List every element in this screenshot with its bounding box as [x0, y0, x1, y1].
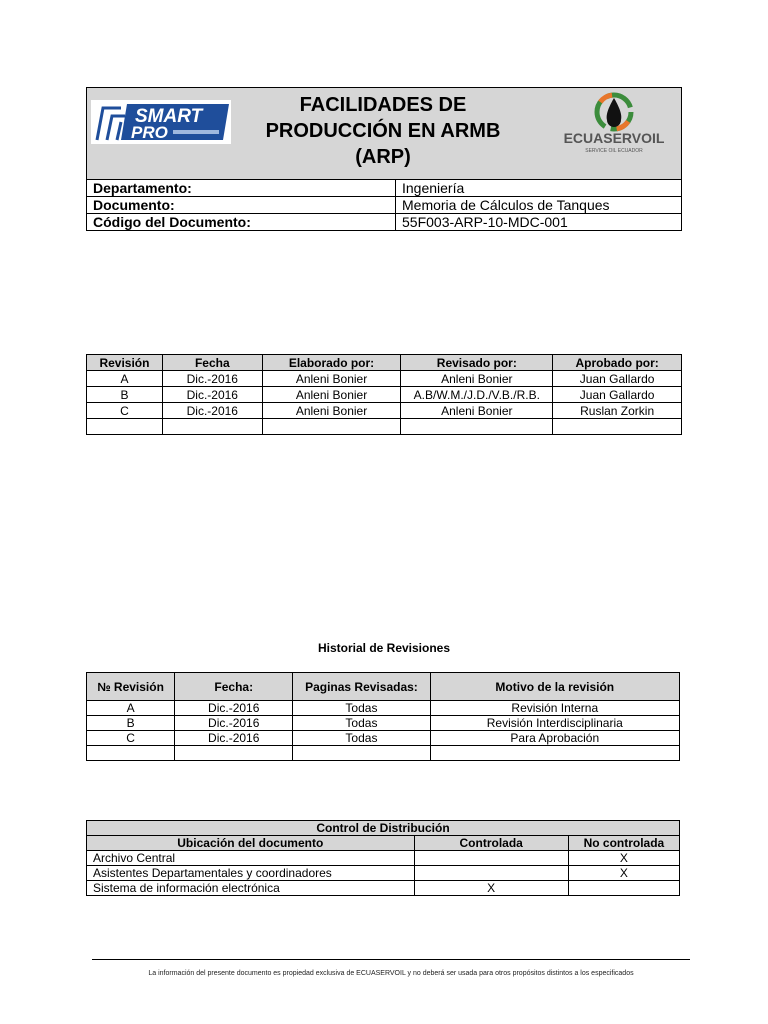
table-row: [87, 746, 680, 761]
document-title: FACILIDADES DE PRODUCCIÓN EN ARMB (ARP): [265, 94, 501, 168]
table-cell: [175, 746, 293, 761]
table-cell: B: [87, 716, 175, 731]
table-cell: [87, 746, 175, 761]
info-value: 55F003-ARP-10-MDC-001: [396, 214, 682, 231]
table-cell: Revisión Interdisciplinaria: [430, 716, 679, 731]
table-cell: [568, 881, 679, 896]
table-cell: Anleni Bonier: [262, 371, 401, 387]
approval-header-cell: Revisión: [87, 355, 163, 371]
history-header-cell: Paginas Revisadas:: [293, 673, 430, 701]
table-row: [87, 716, 680, 731]
table-cell: A: [87, 701, 175, 716]
table-cell: Todas: [293, 701, 430, 716]
table-row: [87, 403, 682, 419]
table-cell: [293, 746, 430, 761]
distribution-header-cell: Controlada: [414, 836, 568, 851]
table-cell: A: [87, 371, 163, 387]
ecuaservoil-logo: [555, 92, 673, 156]
info-label: Código del Documento:: [87, 214, 396, 231]
info-row: [87, 197, 681, 214]
table-cell: Anleni Bonier: [401, 371, 553, 387]
table-row: [87, 387, 682, 403]
table-cell: Revisión Interna: [430, 701, 679, 716]
history-header-cell: Fecha:: [175, 673, 293, 701]
revision-history-table: [86, 672, 680, 761]
table-row: [87, 371, 682, 387]
approval-header-row: [87, 355, 682, 371]
table-cell: Anleni Bonier: [262, 403, 401, 419]
table-cell: Dic.-2016: [175, 701, 293, 716]
table-cell: Anleni Bonier: [262, 387, 401, 403]
table-row: [87, 731, 680, 746]
info-value: Ingeniería: [396, 180, 682, 197]
table-cell: C: [87, 403, 163, 419]
table-cell: Archivo Central: [87, 851, 415, 866]
distribution-header-row: [87, 836, 680, 851]
history-header-cell: Motivo de la revisión: [430, 673, 679, 701]
distribution-header-cell: No controlada: [568, 836, 679, 851]
info-label: Documento:: [87, 197, 396, 214]
ecuaservoil-logo-text: ECUASERVOIL: [563, 130, 665, 146]
table-cell: Anleni Bonier: [401, 403, 553, 419]
table-cell: Para Aprobación: [430, 731, 679, 746]
footer-divider: [92, 959, 690, 960]
approval-header-cell: Revisado por:: [401, 355, 553, 371]
smartpro-logo: [91, 100, 231, 144]
table-cell: A.B/W.M./J.D./V.B./R.B.: [401, 387, 553, 403]
footer-disclaimer: La información del presente documento es propiedad exclusiva de ECUASERVOIL y no deberá ser usada para otros propósitos distintos a los especificados: [148, 970, 634, 977]
approval-table: [86, 354, 682, 435]
table-cell: [262, 419, 401, 435]
document-header: [86, 87, 682, 231]
history-title: Historial de Revisiones: [317, 641, 451, 655]
approval-header-cell: Fecha: [162, 355, 262, 371]
table-cell: Sistema de información electrónica: [87, 881, 415, 896]
smartpro-logo-text-smart: SMART: [135, 106, 203, 127]
document-info-table: [87, 180, 681, 230]
approval-header-cell: Aprobado por:: [553, 355, 682, 371]
table-cell: Todas: [293, 716, 430, 731]
table-row: [87, 419, 682, 435]
ecuaservoil-logo-subtext: SERVICE OIL ECUADOR: [585, 148, 643, 154]
table-cell: [87, 419, 163, 435]
table-cell: [430, 746, 679, 761]
history-header-row: [87, 673, 680, 701]
table-cell: Dic.-2016: [175, 716, 293, 731]
table-cell: [401, 419, 553, 435]
info-value: Memoria de Cálculos de Tanques: [396, 197, 682, 214]
table-cell: Ruslan Zorkin: [553, 403, 682, 419]
smartpro-logo-text-pro: PRO: [131, 123, 168, 142]
info-label: Departamento:: [87, 180, 396, 197]
table-cell: [162, 419, 262, 435]
info-row: [87, 214, 681, 231]
table-cell: Juan Gallardo: [553, 387, 682, 403]
table-row: [87, 701, 680, 716]
distribution-title-row: [87, 821, 680, 836]
table-cell: Todas: [293, 731, 430, 746]
table-cell: [414, 866, 568, 881]
table-cell: C: [87, 731, 175, 746]
table-cell: Dic.-2016: [162, 387, 262, 403]
table-cell: Asistentes Departamentales y coordinadores: [87, 866, 415, 881]
table-cell: X: [568, 851, 679, 866]
table-cell: Juan Gallardo: [553, 371, 682, 387]
table-cell: Dic.-2016: [162, 403, 262, 419]
table-cell: [553, 419, 682, 435]
distribution-control-table: [86, 820, 680, 896]
history-header-cell: № Revisión: [87, 673, 175, 701]
table-cell: Dic.-2016: [162, 371, 262, 387]
distribution-header-cell: Ubicación del documento: [87, 836, 415, 851]
approval-header-cell: Elaborado por:: [262, 355, 401, 371]
table-cell: X: [414, 881, 568, 896]
table-cell: B: [87, 387, 163, 403]
info-row: [87, 180, 681, 197]
table-row: [87, 851, 680, 866]
table-cell: [414, 851, 568, 866]
table-row: [87, 866, 680, 881]
distribution-title: Control de Distribución: [87, 821, 680, 836]
table-cell: Dic.-2016: [175, 731, 293, 746]
table-row: [87, 881, 680, 896]
header-banner: [87, 88, 681, 180]
table-cell: X: [568, 866, 679, 881]
